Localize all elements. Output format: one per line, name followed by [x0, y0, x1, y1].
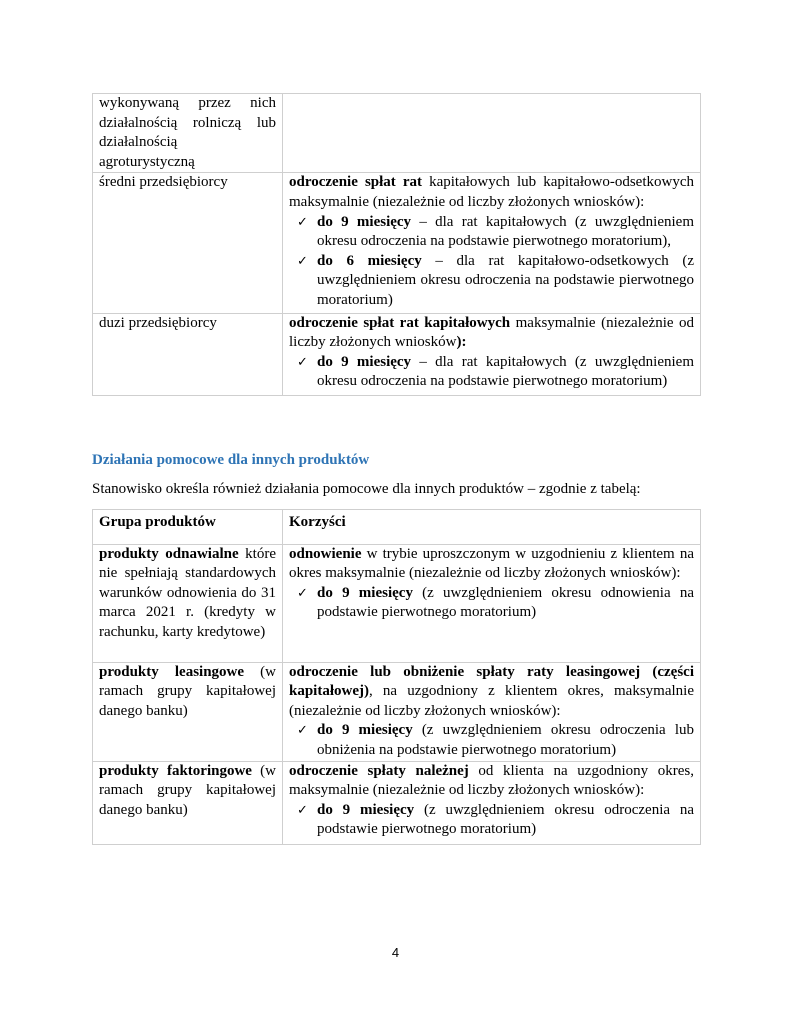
benefit-cell — [283, 94, 701, 173]
product-cell: produkty faktoringowe (w ramach grupy kapitałowej danego banku) — [93, 761, 283, 844]
header-benefits-label: Korzyści — [289, 514, 346, 530]
header-product-group — [93, 510, 283, 545]
table-row — [93, 544, 701, 662]
table-header-row — [93, 510, 701, 545]
entity-line: duzi przedsiębiorcy — [99, 314, 217, 331]
product-cell: produkty leasingowe (w ramach grupy kapitałowej danego banku) — [93, 662, 283, 761]
table-row — [93, 173, 701, 313]
entity-line: wykonywaną przez nich — [99, 95, 276, 111]
table-row — [93, 94, 701, 173]
product-cell: produkty odnawialne które nie spełniają standardowych warunków odnowienia do 31 marca 2021 r. (kredyty w rachunku, karty kredytowe) — [93, 544, 283, 662]
entity-line: agroturystyczną — [99, 153, 195, 170]
entity-cell — [93, 313, 283, 395]
other-products-table — [92, 509, 701, 845]
entity-line: działalnością — [99, 134, 178, 151]
table-row — [93, 313, 701, 395]
benefit-cell: odroczenie spłat rat kapitałowych lub kapitałowo-odsetkowych maksymalnie (niezależnie od liczby złożonych wniosków): ✓ do 9 miesięcy – dla rat kapitałowych (z uwzględnieniem okresu odroczenia na podstawie pierwotnego moratorium), ✓ do 6 miesięcy – dla rat kapitałowo-odsetkowych (z uwzględnieniem okresu odroczenia na podstawie pierwotnego moratorium) — [283, 173, 701, 313]
support-table-continued — [92, 93, 701, 396]
section-heading: Działania pomocowe dla innych produktów — [92, 452, 370, 468]
benefit-cell: odroczenie spłat rat kapitałowych maksymalnie (niezależnie od liczby złożonych wniosków): ✓ do 9 miesięcy – dla rat kapitałowych (z uwzględnieniem okresu odroczenia na podstawie pierwotnego moratorium) — [283, 313, 701, 395]
intro-paragraph: Stanowisko określa również działania pomocowe dla innych produktów – zgodnie z tabelą: — [92, 481, 641, 497]
table-row — [93, 662, 701, 761]
benefit-cell: odnowienie w trybie uproszczonym w uzgodnieniu z klientem na okres maksymalnie (niezależnie od liczby złożonych wniosków): ✓ do 9 miesięcy (z uwzględnieniem okresu odnowienia na podstawie pierwotnego moratorium) — [283, 544, 701, 662]
page-number: 4 — [391, 945, 400, 960]
entity-line: działalnością rolniczą lub — [99, 114, 276, 131]
table-row — [93, 761, 701, 844]
entity-line: średni przedsiębiorcy — [99, 174, 228, 191]
entity-cell — [93, 173, 283, 313]
benefit-cell: odroczenie spłaty należnej od klienta na uzgodniony okres, maksymalnie (niezależnie od liczby złożonych wniosków): ✓ do 9 miesięcy (z uwzględnieniem okresu odroczenia na podstawie pierwotnego moratorium) — [283, 761, 701, 844]
header-product-group-label: Grupa produktów — [99, 514, 216, 530]
entity-cell — [93, 94, 283, 173]
header-benefits — [283, 510, 701, 545]
benefit-cell: odroczenie lub obniżenie spłaty raty leasingowej (części kapitałowej), na uzgodniony z klientem okres, maksymalnie (niezależnie od liczby złożonych wniosków): ✓ do 9 miesięcy (z uwzględnieniem okresu odroczenia lub obniżenia na podstawie pierwotnego moratorium) — [283, 662, 701, 761]
